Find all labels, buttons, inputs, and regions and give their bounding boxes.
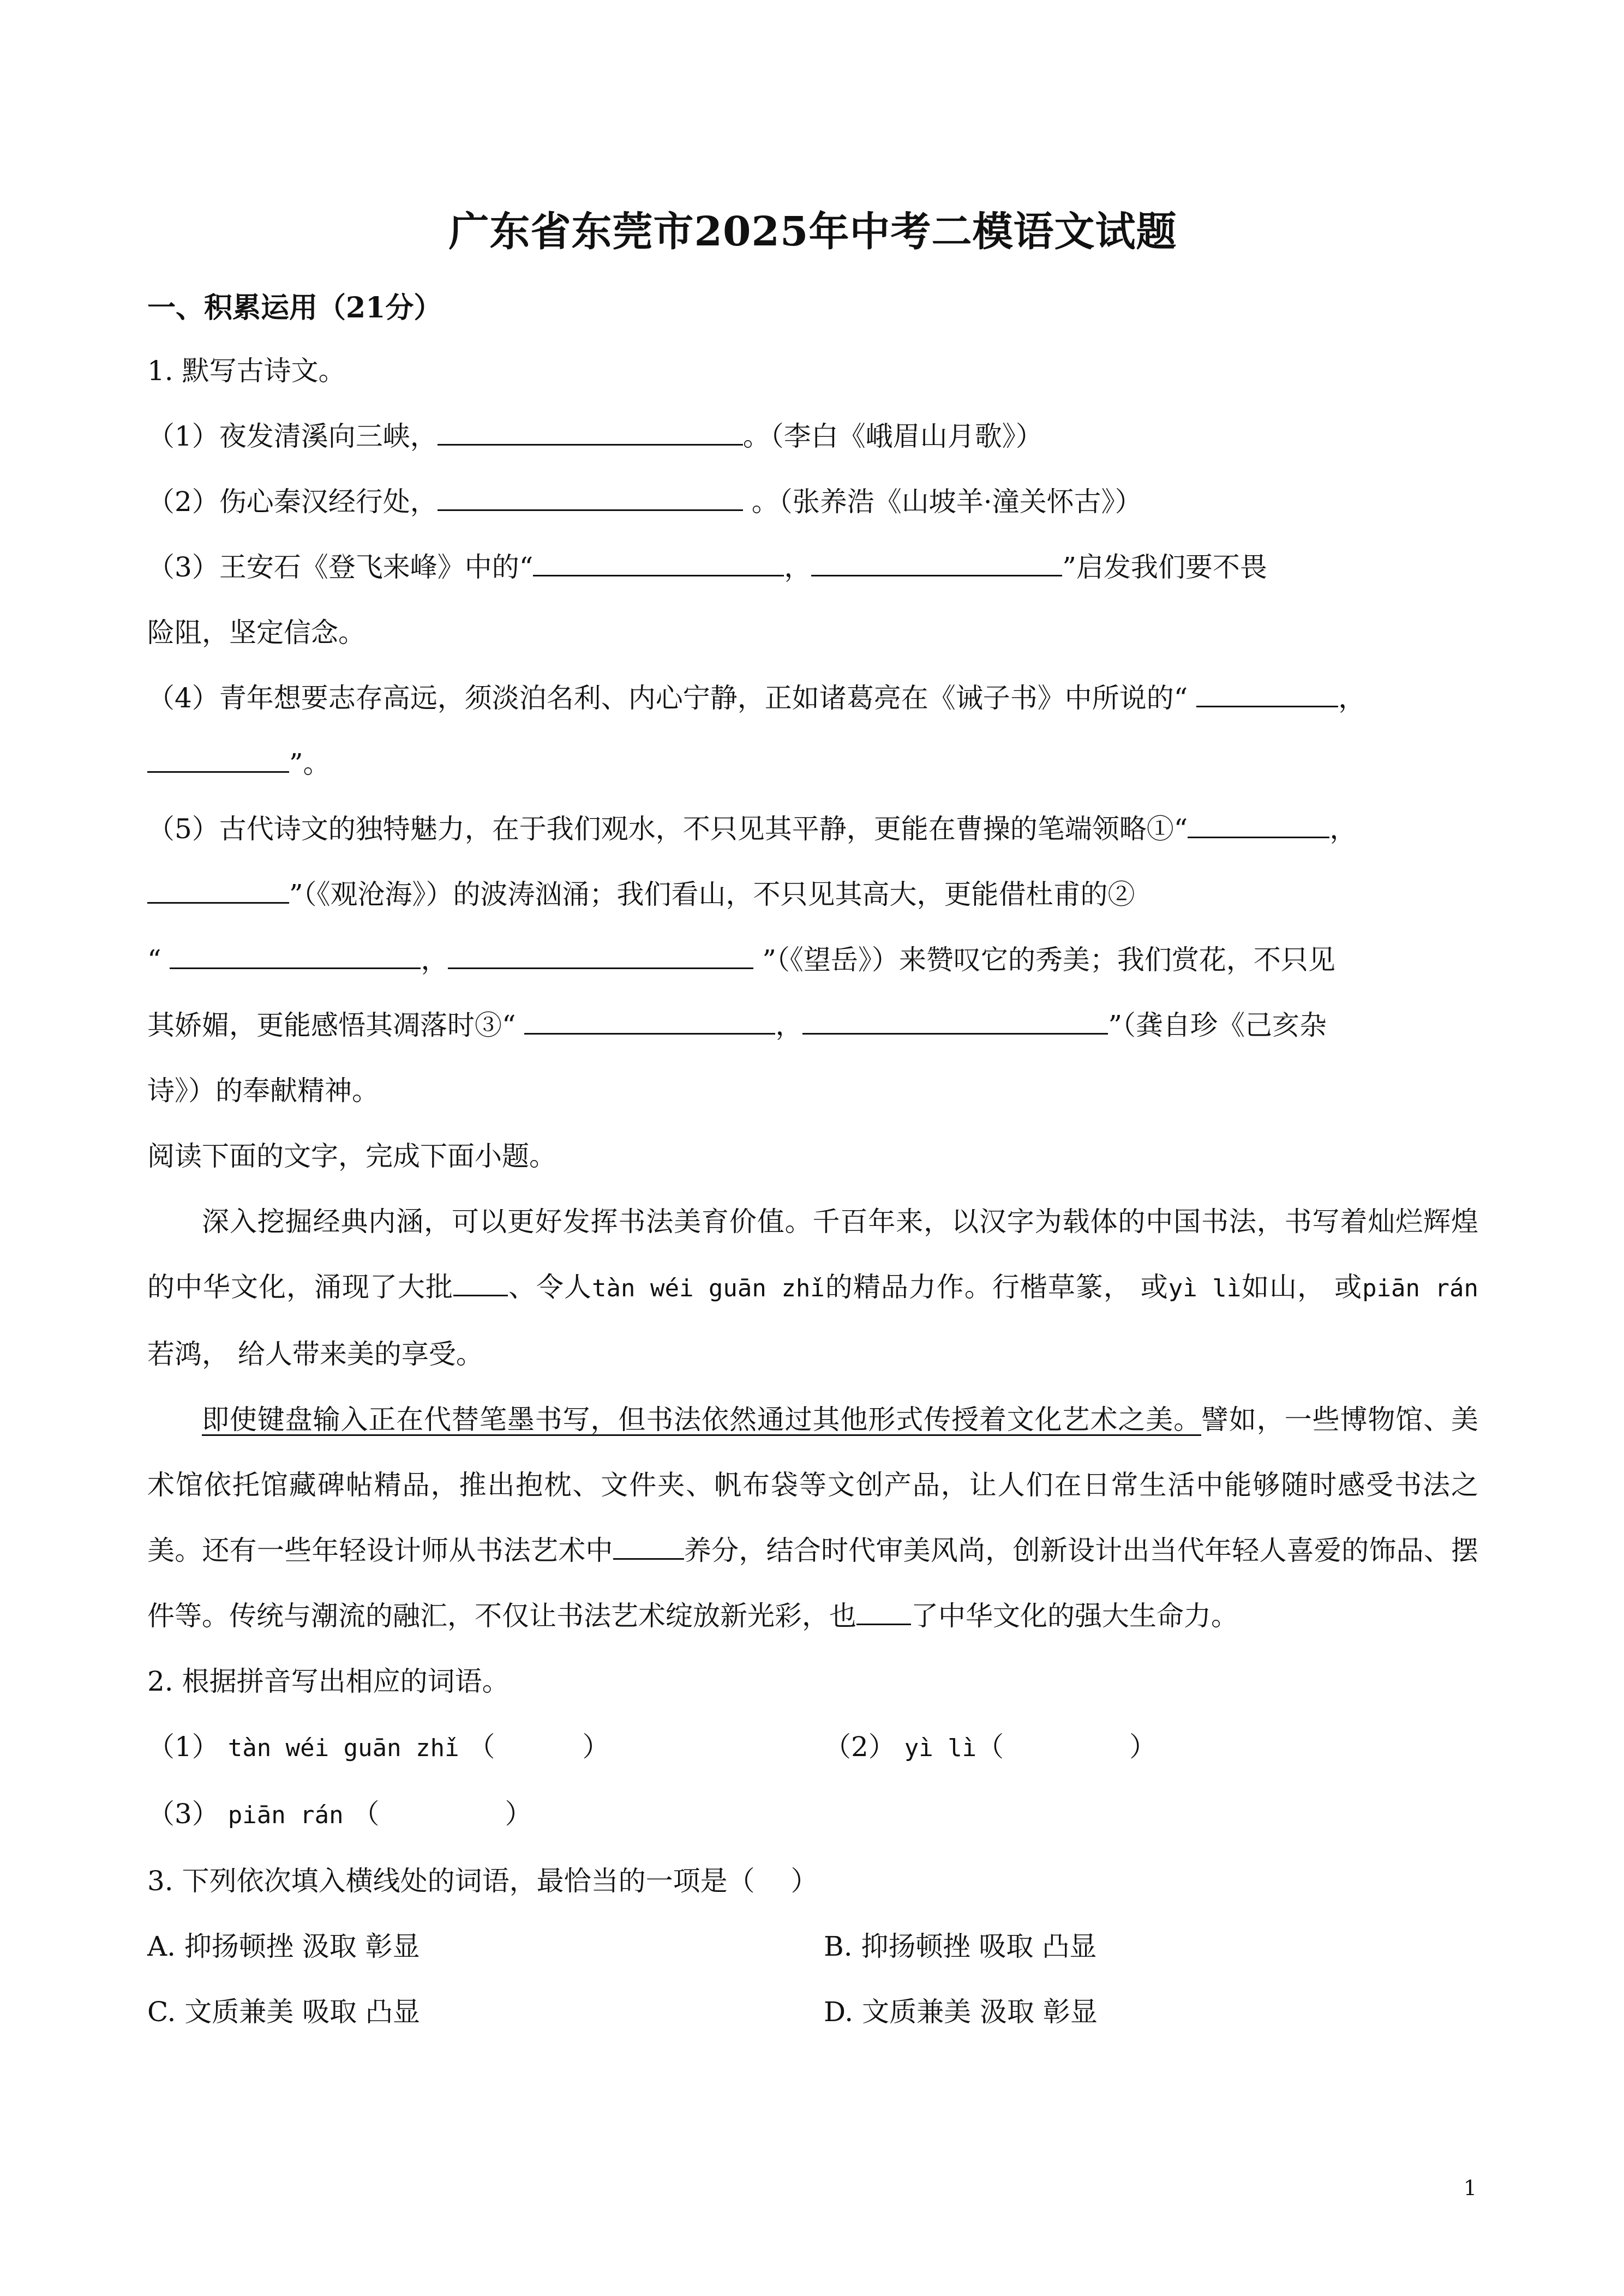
answer-blank [856, 1602, 911, 1625]
answer-blank [524, 1011, 775, 1035]
document-page [147, 202, 1478, 2045]
answer-blank [438, 422, 743, 446]
question-1-item-5-cont-1: ”（《观沧海》）的波涛汹涌；我们看山，不只见其高大，更能借杜甫的② [147, 862, 1478, 927]
answer-blank [147, 880, 289, 904]
option-b: B. 抑扬顿挫 吸取 凸显 [824, 1931, 1097, 1962]
option-a: A. 抑扬顿挫 汲取 彰显 [147, 1931, 420, 1962]
answer-blank [438, 488, 743, 511]
passage-paragraph-1: 深入挖掘经典内涵，可以更好发挥书法美育价值。千百年来，以汉字为载体的中国书法，书写着灿烂辉煌的中华文化，涌现了大批 、令人tàn wéi guān zhǐ的精品力作。行楷草篆， 或yì lì如山， 或piān rán若鸿， 给人带来美的享受。 [147, 1206, 1478, 1370]
question-2-row-2: （3） piān rán （ ） [147, 1798, 532, 1830]
answer-blank [147, 749, 289, 773]
question-1-item-1: （1）夜发清溪向三峡， 。（李白《峨眉山月歌》） [147, 420, 1043, 452]
question-1-head: 1. 默写古诗文。 [147, 355, 346, 387]
question-1-item-5: （5）古代诗文的独特魅力，在于我们观水，不只见其平静，更能在曹操的笔端领略①“ ， [147, 813, 1357, 845]
question-1-item-3: （3）王安石《登飞来峰》中的“ ， ”启发我们要不畏 [147, 551, 1267, 583]
section-heading: 一、积累运用（21分） [147, 291, 442, 324]
underlined-sentence: 即使键盘输入正在代替笔墨书写，但书法依然通过其他形式传授着文化艺术之美。 [202, 1404, 1201, 1435]
answer-blank [448, 946, 753, 969]
question-2-head: 2. 根据拼音写出相应的词语。 [147, 1666, 510, 1697]
answer-blank [613, 1536, 684, 1560]
passage-paragraph-2: 即使键盘输入正在代替笔墨书写，但书法依然通过其他形式传授着文化艺术之美。譬如，一些博物馆、美术馆依托馆藏碑帖精品，推出抱枕、文件夹、帆布袋等文创产品，让人们在日常生活中能够随时感受书法之美。还有一些年轻设计师从书法艺术中 养分，结合时代审美风尚，创新设计出当代年轻人喜爱的饰品、摆件等。传统与潮流的融汇，不仅让书法艺术绽放新光彩，也 了中华文化的强大生命力。 [147, 1404, 1479, 1632]
answer-blank [1196, 684, 1338, 707]
question-1-item-5-cont-2: “ ， ”（《望岳》）来赞叹它的秀美；我们赏花，不只见 [147, 944, 1335, 976]
reading-intro: 阅读下面的文字，完成下面小题。 [147, 1140, 556, 1172]
question-1-item-5-cont-4: 诗》）的奉献精神。 [147, 1075, 379, 1107]
answer-blank [811, 553, 1062, 576]
question-1-item-4: （4）青年想要志存高远，须淡泊名利、内心宁静，正如诸葛亮在《诫子书》中所说的“ ， [147, 682, 1366, 714]
answer-blank [1188, 815, 1329, 838]
page-number: 1 [1463, 2176, 1477, 2200]
answer-blank [453, 1273, 508, 1296]
page-title: 广东省东莞市2025年中考二模语文试题 [448, 208, 1177, 255]
question-1-item-5-cont-3: 其娇媚，更能感悟其凋落时③“ ， ”（龚自珍《己亥杂 [147, 1009, 1327, 1041]
question-1-item-2: （2）伤心秦汉经行处， 。（张养浩《山坡羊·潼关怀古》） [147, 486, 1142, 518]
answer-blank [170, 946, 421, 969]
option-d: D. 文质兼美 汲取 彰显 [824, 1996, 1098, 2028]
question-3-options-row-2 [147, 1979, 1478, 2045]
answer-blank [533, 553, 784, 576]
question-1-item-4-cont: ”。 [147, 731, 1478, 796]
question-1-item-3-cont: 险阻，坚定信念。 [147, 617, 365, 648]
question-3-head: 3. 下列依次填入横线处的词语，最恰当的一项是（ ） [147, 1865, 818, 1897]
option-c: C. 文质兼美 吸取 凸显 [147, 1996, 421, 2028]
question-2-row-1: （1） tàn wéi guān zhǐ （ ） （2） yì lì（ ） [147, 1731, 1157, 1763]
question-3-options-row-1 [147, 1914, 1478, 1979]
answer-blank [802, 1011, 1108, 1035]
